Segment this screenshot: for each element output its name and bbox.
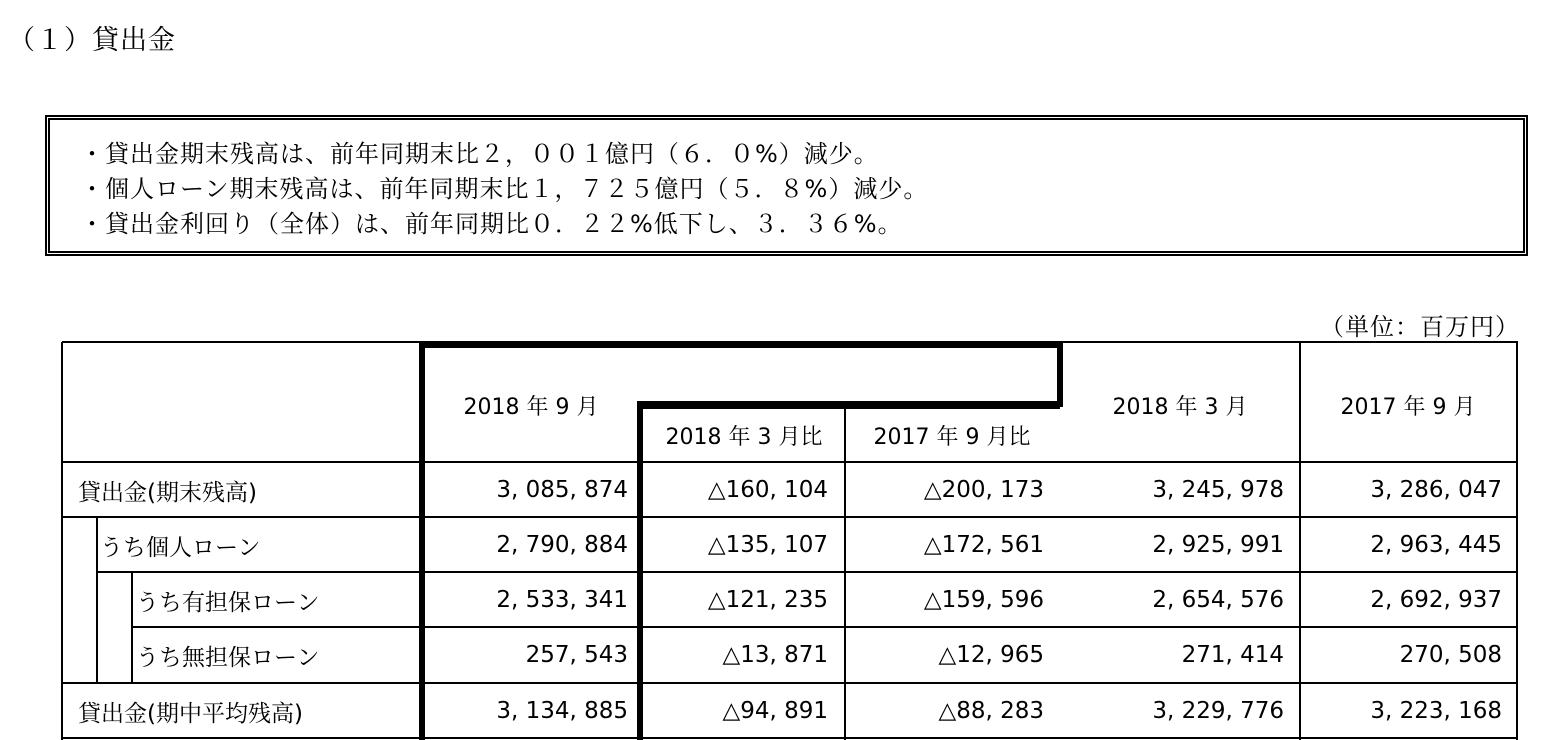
- table-cell: △12, 965: [938, 642, 1044, 668]
- table-cell: △159, 596: [923, 587, 1044, 613]
- table-cell: 3, 223, 168: [1370, 698, 1502, 724]
- row-label: 貸出金(期中平均残高): [78, 700, 303, 727]
- table-cell: 2, 654, 576: [1152, 587, 1284, 613]
- summary-line-1: ・貸出金期末残高は、前年同期末比２，００１億円（６．０%）減少。: [80, 140, 879, 168]
- table-cell: △94, 891: [722, 698, 828, 724]
- table-cell: △200, 173: [923, 477, 1044, 503]
- table-cell: △172, 561: [923, 532, 1044, 558]
- row-label: うち個人ローン: [100, 534, 261, 561]
- header-vs-2017-sep: 2017 年 9 月比: [873, 424, 1031, 450]
- table-cell: △160, 104: [707, 477, 828, 503]
- table-cell: △121, 235: [707, 587, 828, 613]
- row-label: うち有担保ローン: [136, 589, 320, 616]
- table-cell: 2, 963, 445: [1370, 532, 1502, 558]
- table-cell: 3, 229, 776: [1152, 698, 1284, 724]
- table-cell: 3, 286, 047: [1370, 477, 1502, 503]
- row-label: 貸出金(期末残高): [78, 479, 257, 506]
- header-2017-sep: 2017 年 9 月: [1340, 394, 1476, 420]
- header-2018-sep: 2018 年 9 月: [463, 394, 599, 420]
- table-cell: 270, 508: [1399, 642, 1502, 668]
- table-cell: 3, 085, 874: [496, 477, 628, 503]
- header-vs-2018-mar: 2018 年 3 月比: [665, 424, 823, 450]
- table-cell: 271, 414: [1181, 642, 1284, 668]
- header-2018-mar: 2018 年 3 月: [1112, 394, 1248, 420]
- table-cell: 2, 790, 884: [496, 532, 628, 558]
- table-cell: △88, 283: [938, 698, 1044, 724]
- table-cell: 257, 543: [525, 642, 628, 668]
- table-cell: 3, 134, 885: [496, 698, 628, 724]
- section-heading: （１）貸出金: [8, 25, 176, 56]
- table-cell: 3, 245, 978: [1152, 477, 1284, 503]
- table-cell: △13, 871: [722, 642, 828, 668]
- table-cell: 2, 533, 341: [496, 587, 628, 613]
- row-label: うち無担保ローン: [136, 644, 320, 671]
- table-cell: △135, 107: [707, 532, 828, 558]
- unit-label: （単位：百万円）: [1320, 313, 1520, 341]
- table-cell: 2, 925, 991: [1152, 532, 1284, 558]
- table-cell: 2, 692, 937: [1370, 587, 1502, 613]
- summary-line-3: ・貸出金利回り（全体）は、前年同期比０．２２%低下し、３．３６%。: [80, 210, 903, 238]
- summary-line-2: ・個人ローン期末残高は、前年同期末比１，７２５億円（５．８%）減少。: [80, 175, 929, 203]
